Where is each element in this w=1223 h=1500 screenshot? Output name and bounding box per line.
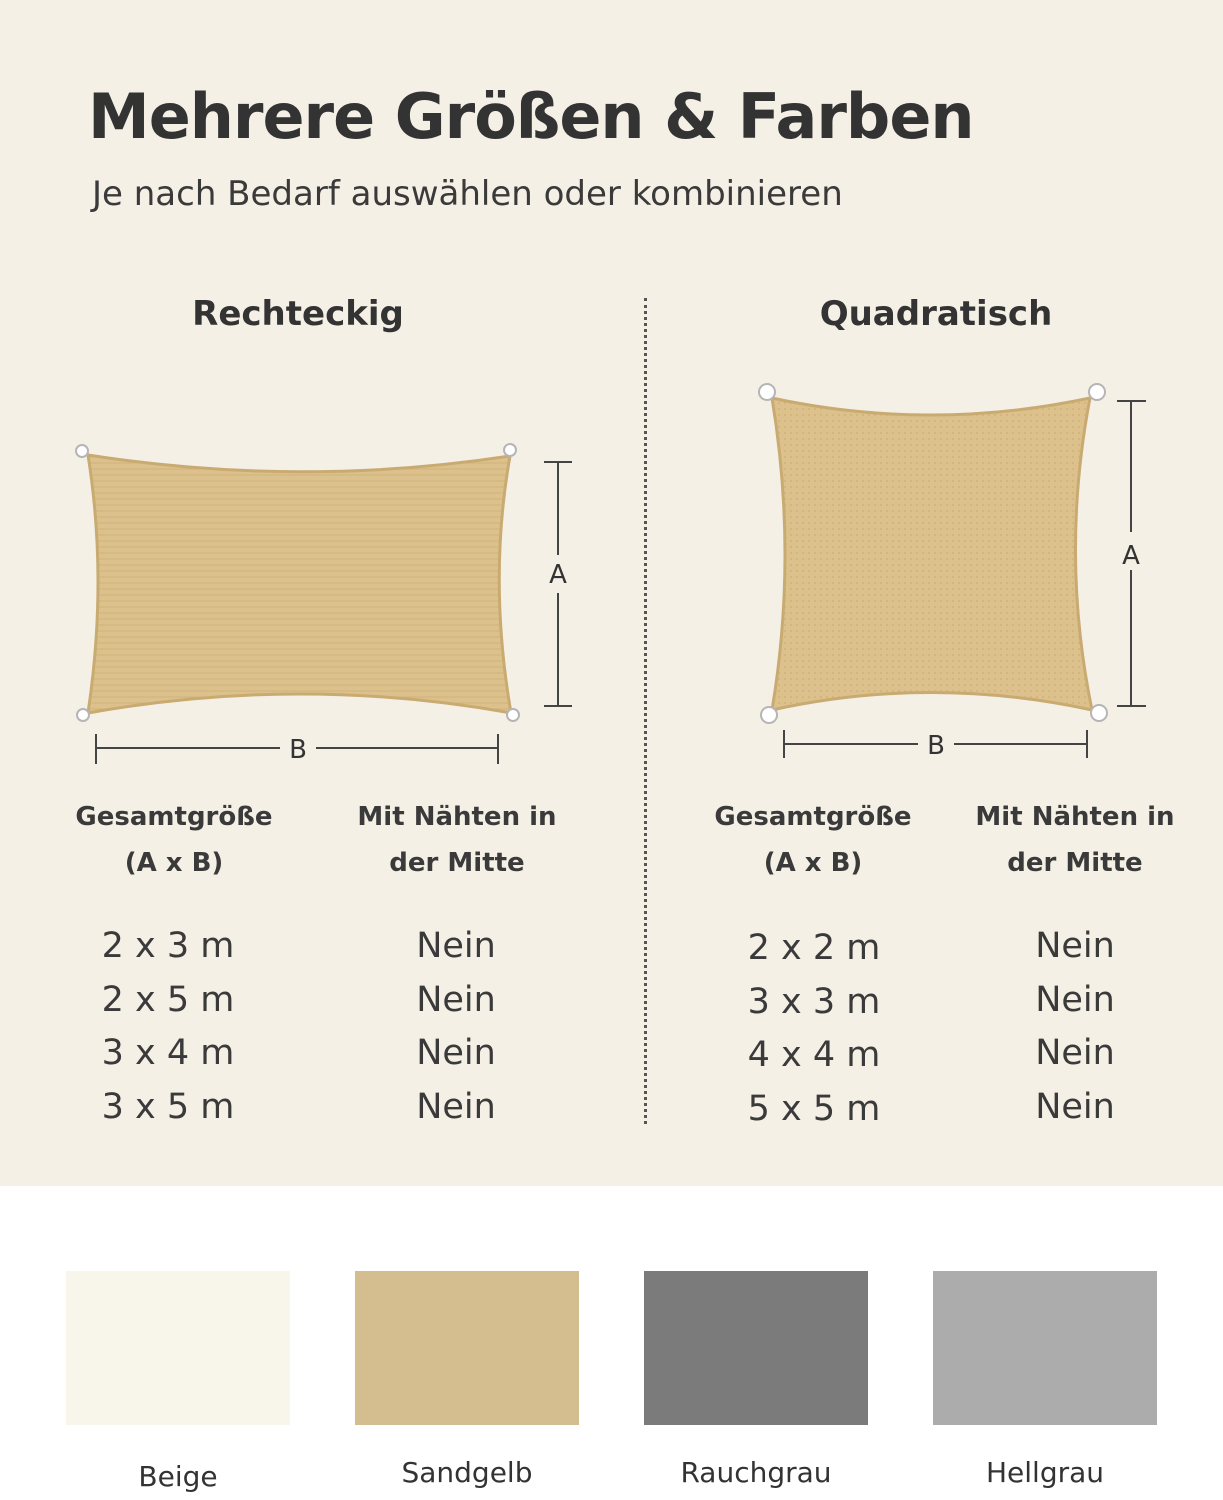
list-item: 2 x 5 m bbox=[101, 979, 235, 1020]
square-col-size-header: Gesamtgröße (A x B) bbox=[714, 802, 912, 878]
rect-label-a: A bbox=[549, 560, 567, 590]
rect-label-b: B bbox=[289, 735, 307, 765]
list-item: Nein bbox=[1035, 1086, 1115, 1127]
corner-ring-icon bbox=[507, 709, 519, 721]
corner-ring-icon bbox=[76, 445, 88, 457]
list-item: Nein bbox=[416, 1033, 496, 1073]
square-shade-sail-illustration bbox=[740, 370, 1160, 770]
color-swatch-beige bbox=[66, 1271, 290, 1425]
page-title: Mehrere Größen & Farben bbox=[88, 80, 974, 153]
square-section-title: Quadratisch bbox=[819, 294, 1053, 334]
corner-ring-icon bbox=[504, 444, 516, 456]
list-item: Nein bbox=[416, 926, 496, 966]
color-swatch-sandgelb bbox=[355, 1271, 579, 1425]
list-item: 2 x 3 m bbox=[101, 926, 235, 966]
square-seam-list bbox=[975, 920, 1175, 1134]
rect-size-list bbox=[68, 920, 268, 1134]
rect-col-size-header: Gesamtgröße (A x B) bbox=[75, 802, 273, 878]
color-label-hellgrau: Hellgrau bbox=[985, 1456, 1105, 1489]
color-swatch-hellgrau bbox=[933, 1271, 1157, 1425]
rect-shade-sail-illustration bbox=[60, 430, 600, 770]
list-item: Nein bbox=[1035, 979, 1115, 1020]
corner-ring-icon bbox=[1091, 705, 1107, 721]
section-divider bbox=[644, 298, 647, 1124]
square-col-seam-header: Mit Nähten in der Mitte bbox=[975, 802, 1175, 878]
color-label-sandgelb: Sandgelb bbox=[401, 1456, 533, 1489]
list-item: Nein bbox=[1035, 1033, 1115, 1073]
color-label-beige: Beige bbox=[138, 1460, 218, 1493]
rect-section-title: Rechteckig bbox=[192, 294, 404, 334]
list-item: 3 x 5 m bbox=[101, 1086, 235, 1127]
rect-sail-shape bbox=[88, 455, 511, 713]
corner-ring-icon bbox=[1089, 384, 1105, 400]
corner-ring-icon bbox=[761, 707, 777, 723]
square-sail-shape bbox=[772, 398, 1092, 710]
square-size-list bbox=[714, 922, 914, 1136]
rect-col-seam-header: Mit Nähten in der Mitte bbox=[357, 802, 557, 878]
list-item: Nein bbox=[416, 979, 496, 1020]
page-subtitle: Je nach Bedarf auswählen oder kombinieren bbox=[92, 174, 843, 214]
list-item: Nein bbox=[1035, 926, 1115, 966]
corner-ring-icon bbox=[77, 709, 89, 721]
list-item: 3 x 4 m bbox=[101, 1033, 235, 1073]
color-label-rauchgrau: Rauchgrau bbox=[680, 1456, 832, 1489]
list-item: Nein bbox=[416, 1086, 496, 1127]
square-label-a: A bbox=[1122, 541, 1140, 571]
list-item: 4 x 4 m bbox=[747, 1035, 881, 1075]
corner-ring-icon bbox=[759, 384, 775, 400]
list-item: 5 x 5 m bbox=[747, 1088, 881, 1129]
list-item: 3 x 3 m bbox=[747, 981, 881, 1022]
rect-seam-list bbox=[356, 920, 556, 1134]
color-swatch-rauchgrau bbox=[644, 1271, 868, 1425]
list-item: 2 x 2 m bbox=[747, 928, 881, 968]
square-label-b: B bbox=[927, 731, 945, 761]
